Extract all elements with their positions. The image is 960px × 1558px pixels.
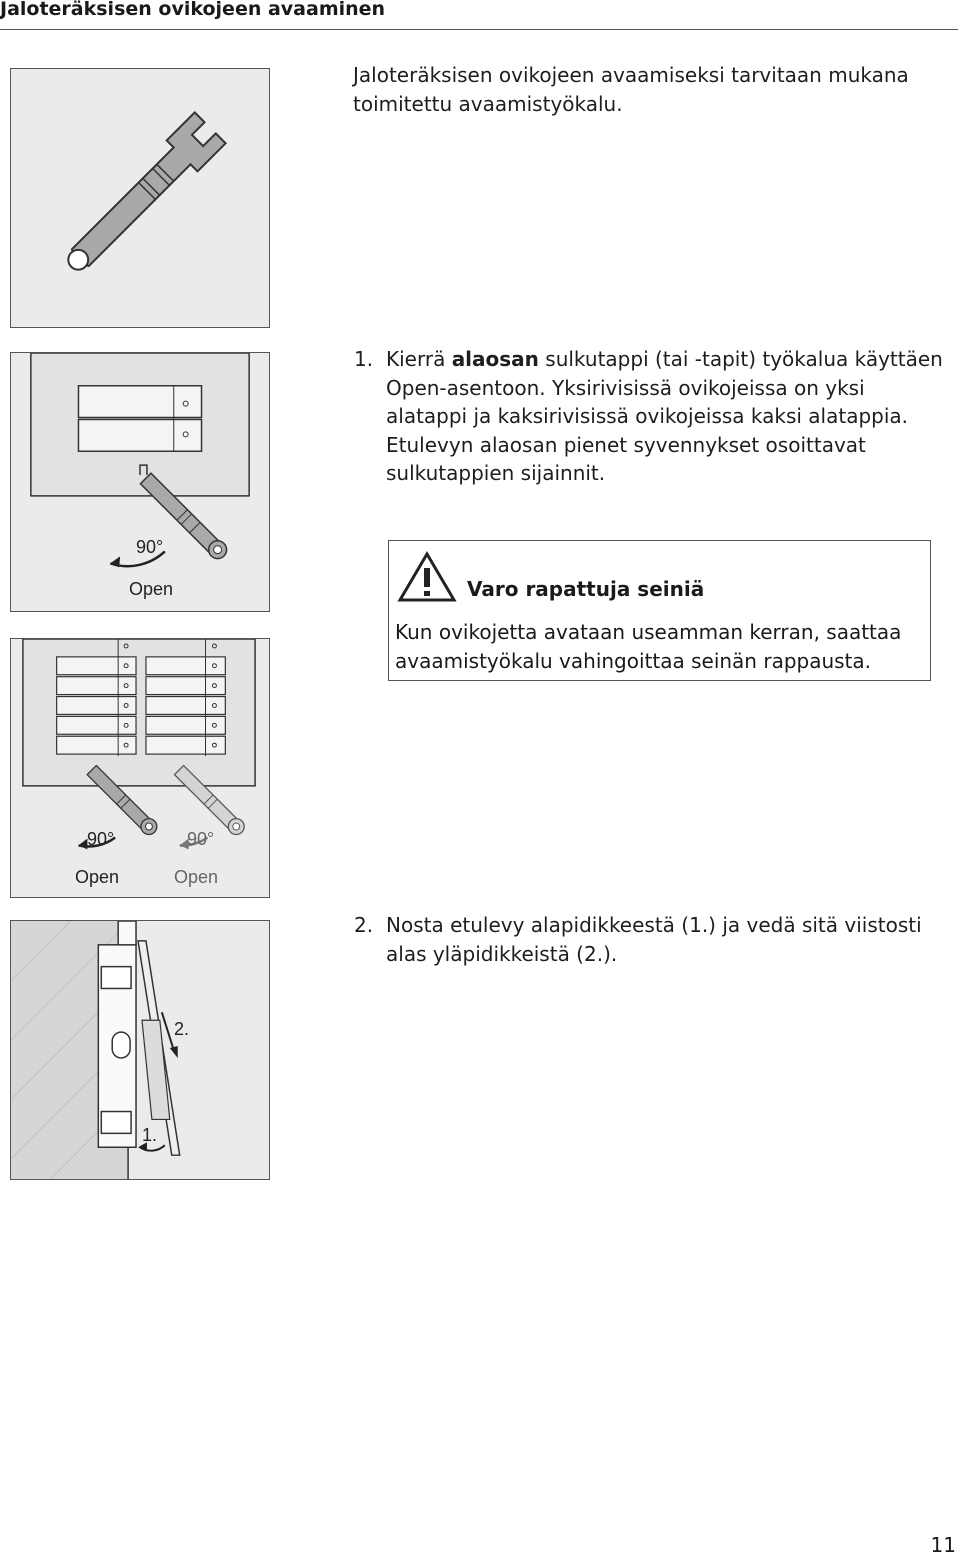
step-1-lead: Kierrä [386, 347, 452, 371]
angle-label-left: 90° [87, 829, 115, 849]
angle-label-right: 90° [187, 829, 215, 849]
double-row-illustration [11, 639, 269, 897]
step-1-paragraph [354, 345, 946, 488]
open-label-right: Open [174, 867, 219, 887]
step-1-bold: alaosan [451, 347, 539, 371]
angle-label: 90° [136, 537, 164, 557]
step-1-rest: sulkutappi (tai -tapit) työkalua käyttäen Open-asentoon. Yksirivisissä ovikojeissa on yksi alatappi ja kaksirivisissä ovikojeissa kaksi alatappia. Etulevyn alaosan pienet syvennykset osoittavat sulkutappien sijainnit. [386, 347, 943, 486]
step-label-1: 1. [142, 1125, 158, 1145]
page-title: Jaloteräksisen ovikojeen avaaminen [0, 0, 386, 20]
warning-box [388, 540, 931, 681]
warning-title: Varo rapattuja seiniä [467, 577, 705, 601]
intro-paragraph: Jaloteräksisen ovikojeen avaamiseksi tarvitaan mukana toimitettu avaamistyökalu. [353, 63, 909, 116]
step-1-number: 1. [354, 347, 374, 371]
step-2-text: Nosta etulevy alapidikkeestä (1.) ja vedä sitä viistosti alas yläpidikkeistä (2.). [386, 913, 922, 966]
figure-double-row-device [10, 638, 270, 898]
warning-triangle-icon [397, 551, 457, 603]
figure-single-row-device [10, 352, 270, 612]
step-2-paragraph [354, 911, 956, 968]
opening-tool-illustration [11, 69, 269, 327]
warning-text: Kun ovikojetta avataan useamman kerran, saattaa avaamistyökalu vahingoittaa seinän rappausta. [395, 620, 902, 673]
step-2-number: 2. [354, 913, 374, 937]
single-row-illustration [11, 353, 269, 611]
step-label-2: 2. [174, 1019, 190, 1039]
side-view-illustration [11, 921, 269, 1179]
open-label: Open [129, 579, 174, 599]
figure-side-view [10, 920, 270, 1180]
open-label-left: Open [75, 867, 120, 887]
page-number: 11 [930, 1533, 956, 1557]
header-divider [0, 29, 958, 30]
figure-opening-tool [10, 68, 270, 328]
